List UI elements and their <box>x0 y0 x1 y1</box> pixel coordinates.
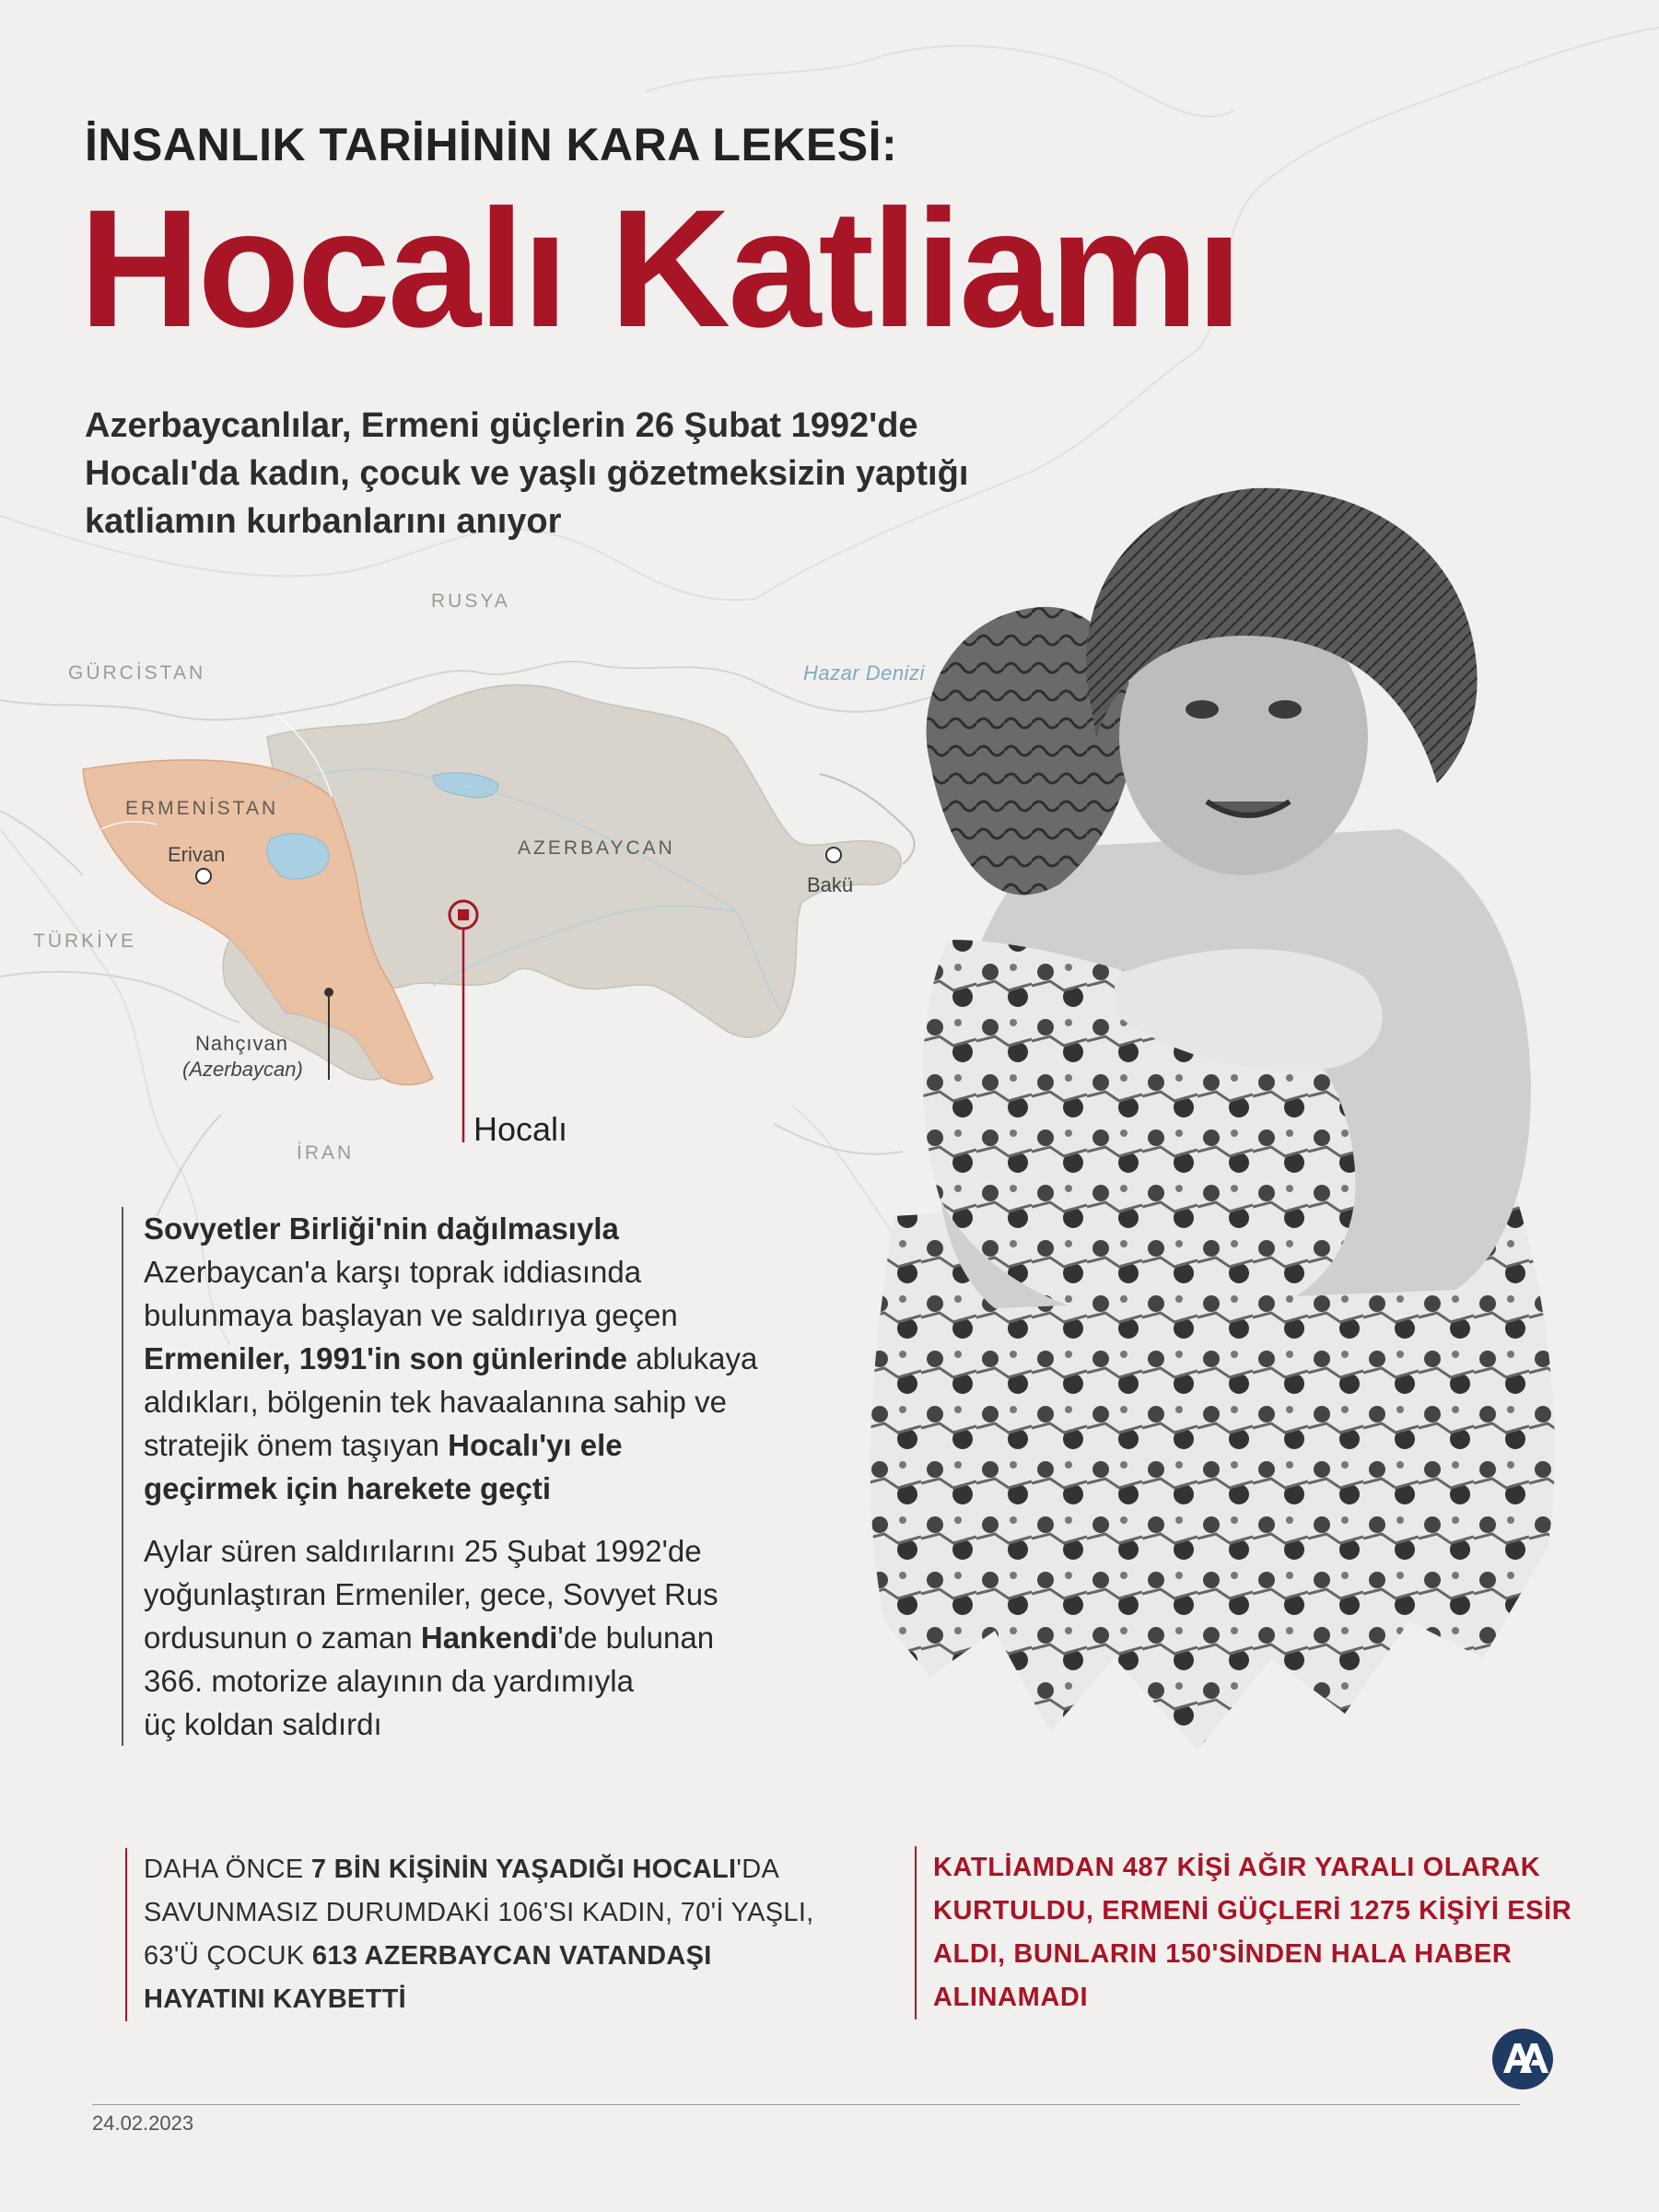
stat-line: KURTULDU, ERMENİ GÜÇLERİ 1275 KİŞİYİ ESİR <box>933 1896 1572 1925</box>
page-title: Hocalı Katliamı <box>79 174 1240 362</box>
stat-line: KATLİAMDAN 487 KİŞİ AĞIR YARALI OLARAK <box>933 1853 1541 1882</box>
label-yerevan: Erivan <box>168 843 226 866</box>
text-line: geçirmek için harekete geçti <box>144 1471 552 1505</box>
text-line: 366. motorize alayının da yardımıyla <box>144 1664 634 1698</box>
stat-line: ALDI, BUNLARIN 150'SİNDEN HALA HABER <box>933 1939 1513 1969</box>
label-hocali: Hocalı <box>473 1110 568 1148</box>
label-azerbaijan: AZERBAYCAN <box>518 837 675 859</box>
label-georgia: GÜRCİSTAN <box>68 662 206 684</box>
label-armenia: ERMENİSTAN <box>125 798 279 819</box>
stat-line: DAHA ÖNCE 7 BİN KİŞİNİN YAŞADIĞI HOCALI'DA <box>144 1855 780 1884</box>
label-caspian-sea: Hazar Denizi <box>803 661 925 685</box>
stat-casualties <box>125 1848 881 2021</box>
text-line: aldıkları, bölgenin tek havaalanına sahip ve <box>144 1385 727 1419</box>
text-line: yoğunlaştıran Ermeniler, gece, Sovyet Rus <box>144 1577 719 1611</box>
paragraph-1 <box>144 1207 871 1510</box>
label-iran: İRAN <box>297 1142 355 1164</box>
subtitle-line: Hocalı'da kadın, çocuk ve yaşlı gözetmeksizin yaptığı <box>85 454 969 493</box>
label-nakhchivan-note: (Azerbaycan) <box>182 1058 303 1081</box>
label-russia: RUSYA <box>431 591 510 612</box>
label-turkey: TÜRKİYE <box>33 930 137 952</box>
stat-line: ALINAMADI <box>933 1983 1089 2012</box>
text-line: Sovyetler Birliği'nin dağılmasıyla <box>144 1211 619 1246</box>
stat-line: SAVUNMASIZ DURUMDAKİ 106'SI KADIN, 70'İ YAŞLI, <box>144 1898 814 1927</box>
footer-divider <box>92 2104 1520 2105</box>
text-line: bulunmaya başlayan ve saldırıya geçen <box>144 1298 678 1332</box>
photo-child-holding-baby <box>811 461 1603 1769</box>
subtitle-line: Azerbaycanlılar, Ermeni güçlerin 26 Şubat 1992'de <box>85 406 918 445</box>
text-line: üç koldan saldırdı <box>144 1707 382 1741</box>
text-line: ordusunun o zaman Hankendi'de bulunan <box>144 1621 715 1655</box>
text-line: Azerbaycan'a karşı toprak iddiasında <box>144 1255 642 1289</box>
body-text <box>122 1207 871 1746</box>
text-line: stratejik önem taşıyan Hocalı'yı ele <box>144 1428 623 1462</box>
stat-line: HAYATINI KAYBETTİ <box>144 1984 406 2014</box>
stat-line: 63'Ü ÇOCUK 613 AZERBAYCAN VATANDAŞI <box>144 1941 712 1971</box>
yerevan-marker <box>196 869 211 884</box>
date: 24.02.2023 <box>92 2112 194 2135</box>
nakhchivan-marker <box>324 988 333 997</box>
aa-logo-icon <box>1490 2027 1555 2091</box>
subtitle-line: katliamın kurbanlarını anıyor <box>85 502 562 541</box>
paragraph-2 <box>144 1529 871 1746</box>
text-line: Aylar süren saldırılarını 25 Şubat 1992'de <box>144 1534 702 1568</box>
text-line: Ermeniler, 1991'in son günlerinde ablukaya <box>144 1341 758 1375</box>
kicker: İNSANLIK TARİHİNİN KARA LEKESİ: <box>85 119 898 170</box>
label-baku: Bakü <box>807 873 854 896</box>
label-nakhchivan: Nahçıvan <box>195 1032 288 1055</box>
stat-injured-captive <box>915 1846 1596 2019</box>
